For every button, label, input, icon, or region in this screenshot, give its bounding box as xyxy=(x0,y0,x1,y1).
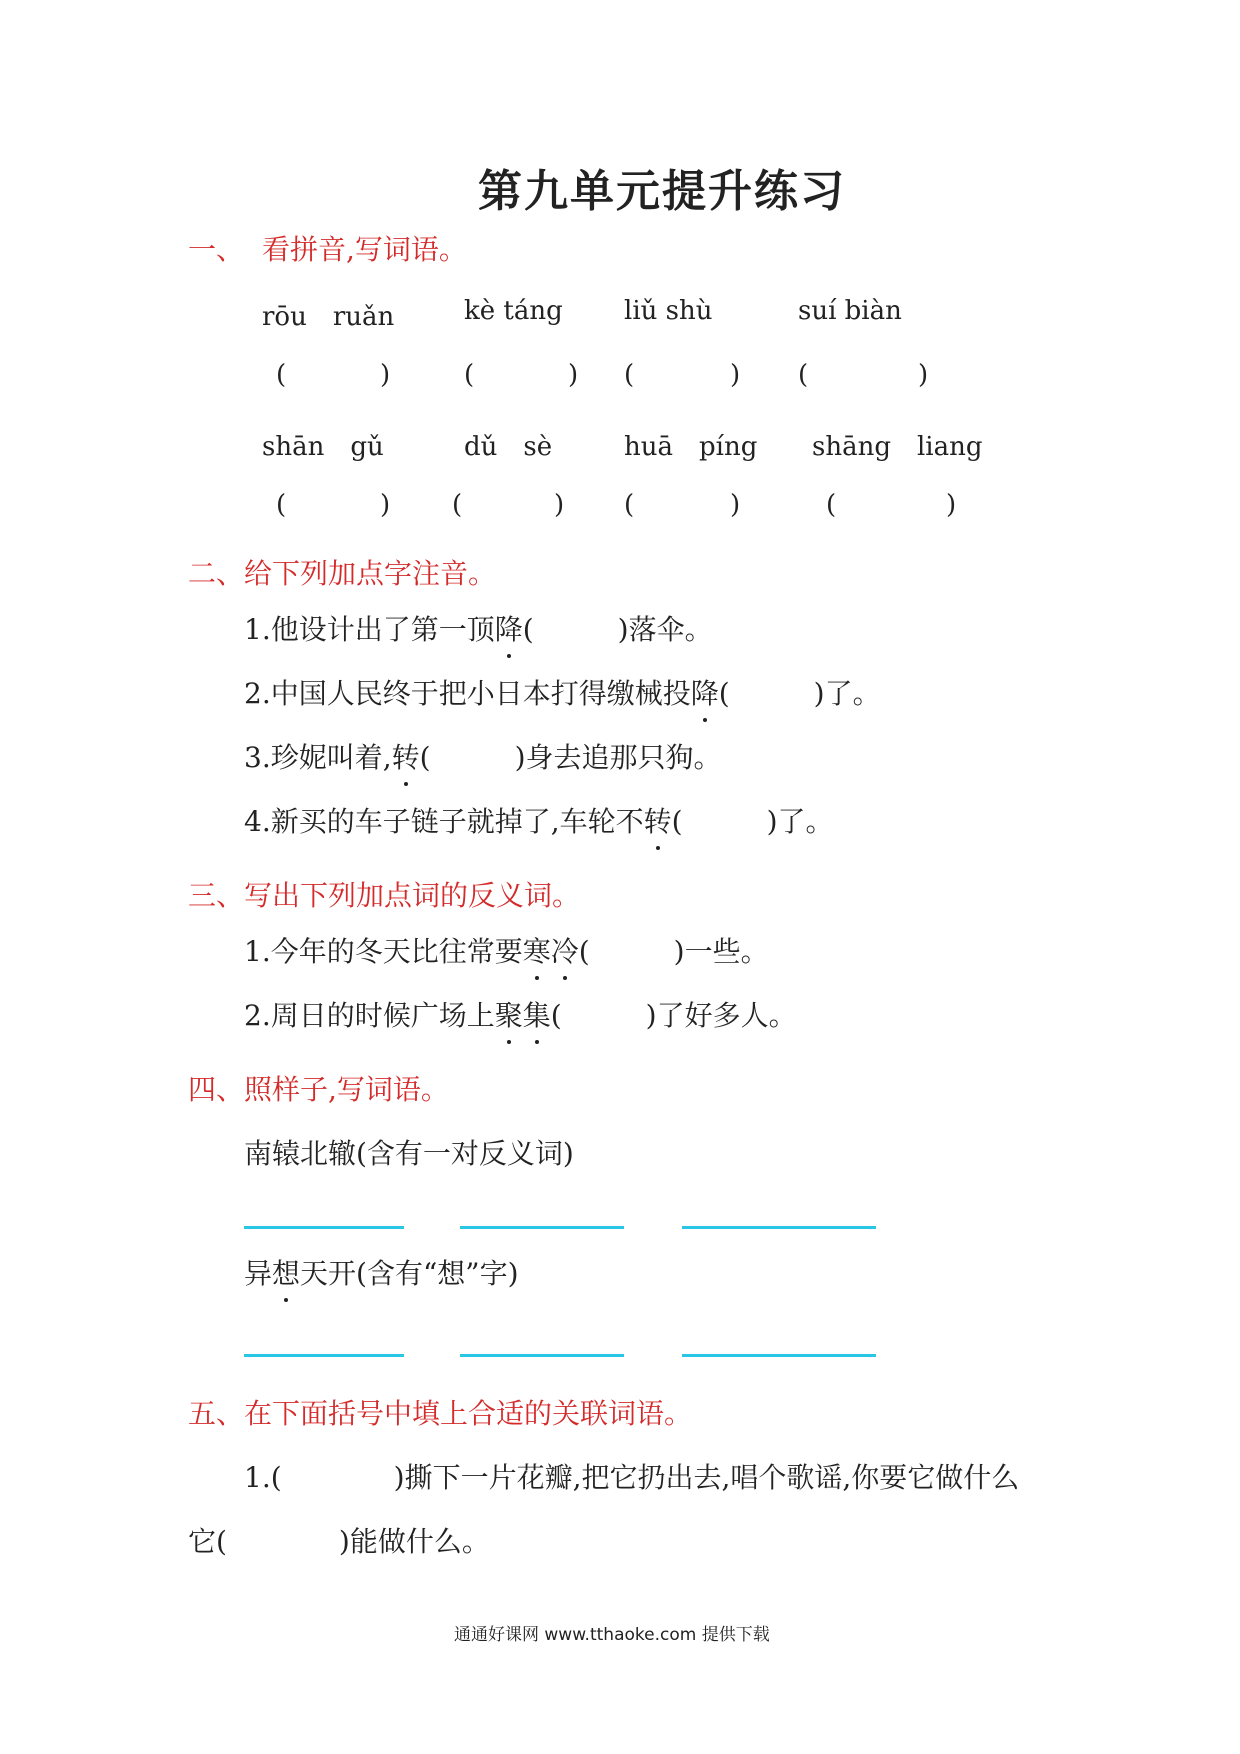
question-text: 4.新买的车子链子就掉了,车轮不 xyxy=(244,805,644,838)
question-text: 1.他设计出了第一顶 xyxy=(244,613,495,646)
answer-blank[interactable]: ( xyxy=(624,360,635,390)
section-2-heading: 二、给下列加点字注音。 xyxy=(188,557,497,590)
answer-blank[interactable]: ) xyxy=(380,360,391,390)
question-text: 2.中国人民终于把小日本打得缴械投 xyxy=(244,677,691,710)
question-2-2 xyxy=(244,672,881,712)
question-text: 2.周日的时候广场上 xyxy=(244,999,495,1032)
answer-blank[interactable]: ) xyxy=(380,490,391,520)
answer-blank[interactable]: ( xyxy=(798,360,809,390)
answer-blank[interactable]: ) xyxy=(918,360,929,390)
pinyin-item: huā píng xyxy=(624,432,758,462)
answer-blank[interactable]: ) xyxy=(554,490,565,520)
question-2-3 xyxy=(244,736,722,776)
question-5-1-line1[interactable]: 1.( )撕下一片花瓣,把它扔出去,唱个歌谣,你要它做什么 xyxy=(244,1461,1020,1494)
section-4-heading: 四、照样子,写词语。 xyxy=(188,1073,449,1106)
answer-line[interactable] xyxy=(682,1226,876,1229)
question-text[interactable]: ( )身去追那只狗。 xyxy=(419,741,722,774)
dotted-char: 寒 xyxy=(523,930,551,970)
question-3-1 xyxy=(244,930,769,970)
question-2-4 xyxy=(244,800,834,840)
question-text[interactable]: ( )了。 xyxy=(671,805,834,838)
example-text: 天开(含有“想”字) xyxy=(300,1257,519,1290)
question-3-2 xyxy=(244,994,797,1034)
answer-blank[interactable]: ) xyxy=(568,360,579,390)
question-text: 3.珍妮叫着, xyxy=(244,741,392,774)
pinyin-item: shāng liang xyxy=(812,432,983,462)
answer-blank[interactable]: ( xyxy=(276,360,287,390)
answer-blank[interactable]: ) xyxy=(946,490,957,520)
pinyin-item: dǔ sè xyxy=(464,432,553,462)
question-text[interactable]: ( )了。 xyxy=(718,677,881,710)
question-5-1-line2[interactable]: 它( )能做什么。 xyxy=(188,1525,490,1558)
answer-line[interactable] xyxy=(244,1226,404,1229)
page-title: 第九单元提升练习 xyxy=(478,166,846,217)
question-text[interactable]: ( )落伞。 xyxy=(522,613,713,646)
answer-blank[interactable]: ( xyxy=(624,490,635,520)
example-text: 异 xyxy=(244,1257,273,1290)
answer-blank[interactable]: ( xyxy=(452,490,463,520)
dotted-char: 降 xyxy=(495,608,523,648)
dotted-char: 转 xyxy=(392,736,420,776)
question-2-1 xyxy=(244,608,713,648)
example-2 xyxy=(244,1252,519,1292)
answer-blank[interactable]: ( xyxy=(464,360,475,390)
dotted-char: 聚 xyxy=(495,994,523,1034)
answer-line[interactable] xyxy=(460,1354,624,1357)
footer-text: 通通好课网 www.tthaoke.com 提供下载 xyxy=(454,1625,770,1645)
question-text: 1.今年的冬天比往常要 xyxy=(244,935,523,968)
dotted-char: 想 xyxy=(272,1252,300,1292)
pinyin-item: rōu ruǎn xyxy=(262,302,395,332)
pinyin-item: kè táng xyxy=(464,296,563,326)
answer-line[interactable] xyxy=(460,1226,624,1229)
example-1: 南辕北辙(含有一对反义词) xyxy=(244,1137,574,1170)
dotted-char: 降 xyxy=(691,672,719,712)
section-1-heading: 看拼音,写词语。 xyxy=(262,233,467,266)
section-3-heading: 三、写出下列加点词的反义词。 xyxy=(188,879,581,912)
question-text[interactable]: ( )一些。 xyxy=(578,935,769,968)
pinyin-item: liǔ shù xyxy=(624,296,713,326)
answer-blank[interactable]: ) xyxy=(730,490,741,520)
answer-blank[interactable]: ( xyxy=(826,490,837,520)
answer-blank[interactable]: ( xyxy=(276,490,287,520)
answer-line[interactable] xyxy=(682,1354,876,1357)
dotted-char: 冷 xyxy=(551,930,579,970)
pinyin-item: shān gǔ xyxy=(262,432,384,462)
section-1-number: 一、 xyxy=(188,233,245,266)
answer-line[interactable] xyxy=(244,1354,404,1357)
pinyin-item: suí biàn xyxy=(798,296,902,326)
answer-blank[interactable]: ) xyxy=(730,360,741,390)
dotted-char: 集 xyxy=(523,994,551,1034)
question-text[interactable]: ( )了好多人。 xyxy=(550,999,797,1032)
section-5-heading: 五、在下面括号中填上合适的关联词语。 xyxy=(188,1397,693,1430)
dotted-char: 转 xyxy=(644,800,672,840)
